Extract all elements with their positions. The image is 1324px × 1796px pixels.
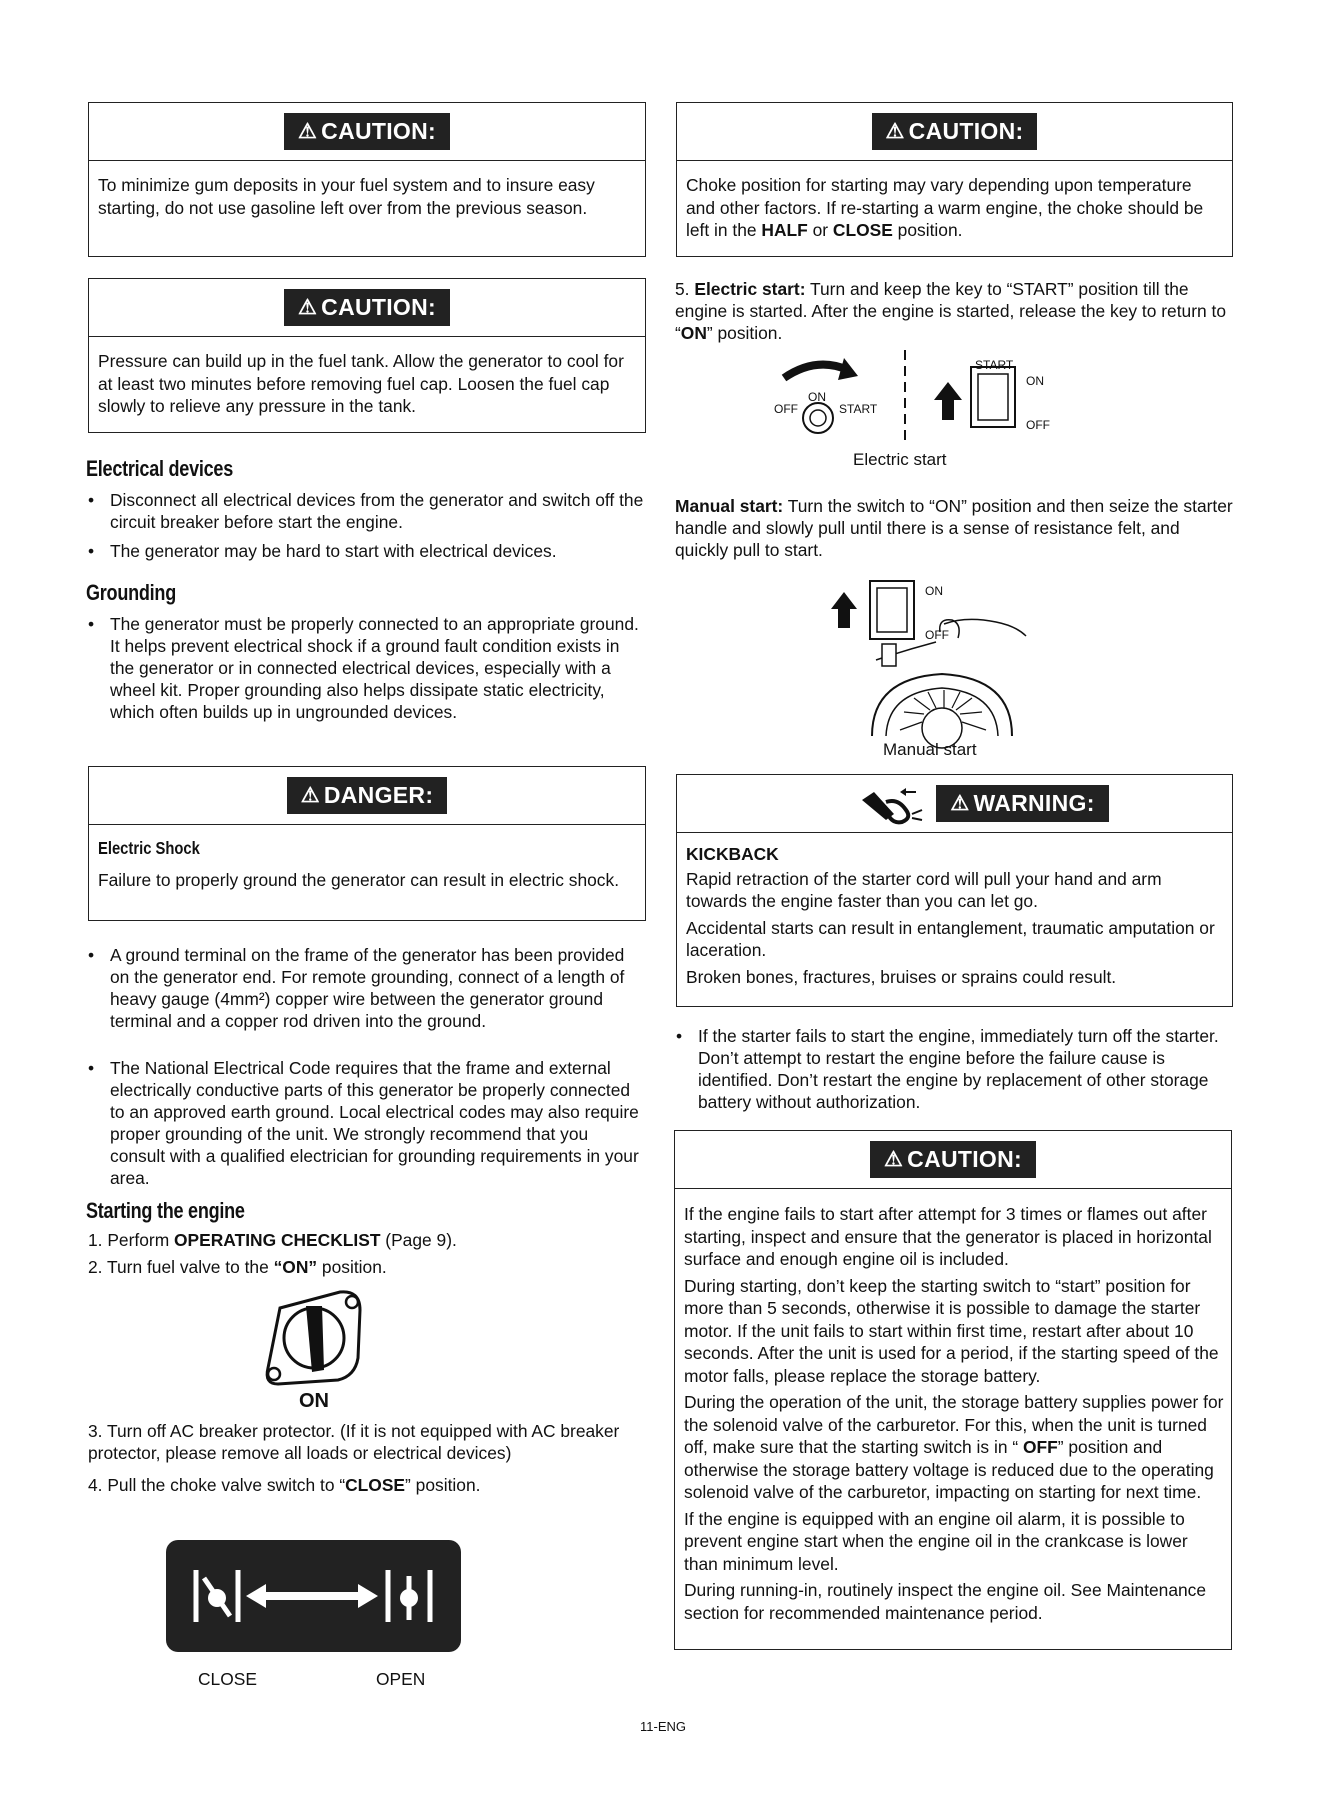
caution-text: During running-in, routinely inspect the engine oil. See Maintenance section for recommended maintenance period.: [684, 1580, 1207, 1623]
caution-box-starting: [674, 1130, 1232, 1650]
step-3: 3. Turn off AC breaker protector. (If it is not equipped with AC breaker protector, please remove all loads or electrical devices): [88, 1421, 620, 1463]
warning-text: Accidental starts can result in entanglement, traumatic amputation or laceration.: [686, 917, 1215, 960]
up-arrow-icon: [934, 382, 962, 420]
switch-off-label: OFF: [1026, 418, 1050, 432]
switch-on-label: ON: [1026, 374, 1044, 388]
warning-triangle-icon: ⚠: [298, 120, 318, 143]
caution-badge: ⚠ CAUTION:: [284, 289, 450, 326]
section-heading-electrical-devices: Electrical devices: [86, 456, 234, 481]
warning-triangle-icon: ⚠: [300, 784, 320, 807]
manual-start-step: Manual start: Turn the switch to “ON” position and then seize the starter handle and slowly pull until there is a sense of resistance felt, and quickly pull to start.: [675, 496, 1233, 560]
fuel-valve-on-label: ON: [299, 1390, 329, 1412]
step-2: 2. Turn fuel valve to the “ON” position.: [88, 1257, 387, 1277]
caution-badge: ⚠ CAUTION:: [872, 113, 1038, 150]
up-arrow-icon: [831, 592, 857, 628]
danger-text: Failure to properly ground the generator can result in electric shock.: [98, 869, 620, 890]
caution-header: [89, 103, 645, 161]
caution-box-gum-deposits: [88, 102, 646, 257]
caution-text: To minimize gum deposits in your fuel system and to insure easy starting, do not use gasoline left over from the previous season.: [98, 175, 595, 218]
warning-triangle-icon: ⚠: [950, 792, 970, 815]
choke-open-label: OPEN: [376, 1669, 426, 1689]
caution-text: During the operation of the unit, the storage battery supplies power for the solenoid valve of the carburetor. For this, when the unit is turned off, make sure that the starting switch is in “ OFF” position and otherwise the storage battery voltage is reduced due to the operating solenoid valve of the carburetor, impacting on starting for next time.: [684, 1392, 1224, 1502]
caution-text: If the engine is equipped with an engine oil alarm, it is possible to prevent engine start when the engine oil in the crankcase is lower than minimum level.: [684, 1508, 1188, 1574]
ignition-key-icon: [776, 356, 896, 436]
caution-text: Pressure can build up in the fuel tank. Allow the generator to cool for at least two minutes before removing fuel cap. Loosen the fuel cap slowly to relieve any pressure in the tank.: [98, 351, 624, 416]
warning-box-kickback: [676, 774, 1233, 1007]
switch-off-label: OFF: [925, 628, 949, 642]
divider-dashed-line: [903, 350, 907, 442]
danger-title: Electric Shock: [98, 838, 200, 858]
manual-start-caption: Manual start: [883, 740, 977, 759]
caution-header: [675, 1131, 1231, 1189]
electric-start-caption: Electric start: [853, 450, 947, 469]
list-item: • If the starter fails to start the engine, immediately turn off the starter. Don’t attempt to restart the engine before the failure cause is identified. Don’t restart the engine by replacement of other storage battery without authorization.: [676, 1026, 1219, 1112]
warning-title: KICKBACK: [686, 844, 779, 864]
section-heading-grounding: Grounding: [86, 580, 176, 605]
key-start-label: START: [839, 402, 878, 416]
kickback-hand-icon: [860, 784, 924, 824]
list-item: • The generator may be hard to start with electrical devices.: [88, 541, 557, 561]
caution-text: Choke position for starting may vary depending upon temperature and other factors. If re-starting a warm engine, the choke should be left in the HALF or CLOSE position.: [686, 175, 1204, 240]
section-heading-starting-engine: Starting the engine: [86, 1198, 245, 1223]
warning-triangle-icon: ⚠: [884, 1148, 904, 1171]
warning-triangle-icon: ⚠: [885, 120, 905, 143]
list-item: • The generator must be properly connected to an appropriate ground. It helps prevent electrical shock if a ground fault condition exists in the generator or in connected electrical devices, especially with a wheel kit. Proper grounding also helps dissipate static electricity, which often builds up in ungrounded devices.: [88, 614, 639, 722]
step-4: 4. Pull the choke valve switch to “CLOSE” position.: [88, 1475, 481, 1495]
warning-text: Broken bones, fractures, bruises or sprains could result.: [686, 966, 1117, 987]
switch-start-label: START: [975, 358, 1014, 372]
list-item: • A ground terminal on the frame of the generator has been provided on the generator end. For remote grounding, connect of a length of heavy gauge (4mm²) copper wire between the generator ground terminal and a copper rod driven into the ground.: [88, 945, 625, 1031]
danger-header: [89, 767, 645, 825]
caution-badge: ⚠ CAUTION:: [870, 1141, 1036, 1178]
warning-triangle-icon: ⚠: [298, 296, 318, 319]
list-item: • The National Electrical Code requires that the frame and external electrically conductive parts of this generator be properly connected to an approved earth ground. Local electrical codes may also require proper grounding of the unit. We strongly recommend that you consult with a qualified electrician for grounding requirements in your area.: [88, 1058, 639, 1188]
caution-box-fuel-pressure: [88, 278, 646, 433]
danger-badge: ⚠ DANGER:: [287, 777, 448, 814]
recoil-starter-icon: [866, 610, 1036, 736]
caution-text: During starting, don’t keep the starting switch to “start” position for more than 5 seconds, otherwise it is possible to damage the starter motor. If the unit fails to start within first time, restart after about 10 seconds. After the unit is used for a period, if the starting speed of the motor falls, please replace the storage battery.: [684, 1275, 1219, 1386]
electric-start-step: 5. Electric start: Turn and keep the key to “START” position till the engine is started. After the engine is started, release the key to return to “ON” position.: [675, 279, 1227, 343]
danger-box-electric-shock: [88, 766, 646, 921]
key-off-label: OFF: [774, 402, 798, 416]
caution-badge: ⚠ CAUTION:: [284, 113, 450, 150]
list-item: • Disconnect all electrical devices from the generator and switch off the circuit breaker before start the engine.: [88, 490, 644, 532]
step-1: 1. Perform OPERATING CHECKLIST (Page 9).: [88, 1230, 457, 1250]
warning-text: Rapid retraction of the starter cord will pull your hand and arm towards the engine faster than you can let go.: [686, 868, 1162, 911]
warning-header: [677, 775, 1232, 833]
key-on-label: ON: [808, 390, 826, 404]
caution-text: If the engine fails to start after attempt for 3 times or flames out after starting, inspect and ensure that the generator is placed in horizontal surface and enough engine oil is included.: [684, 1204, 1212, 1269]
caution-box-choke-position: [676, 102, 1233, 257]
choke-close-label: CLOSE: [198, 1669, 257, 1689]
caution-header: [89, 279, 645, 337]
switch-on-label: ON: [925, 584, 943, 598]
choke-lever-icon: [166, 1540, 461, 1652]
caution-header: [677, 103, 1232, 161]
warning-badge: ⚠ WARNING:: [936, 785, 1108, 822]
fuel-valve-icon: [260, 1288, 370, 1388]
page-number: 11-ENG: [640, 1719, 686, 1734]
